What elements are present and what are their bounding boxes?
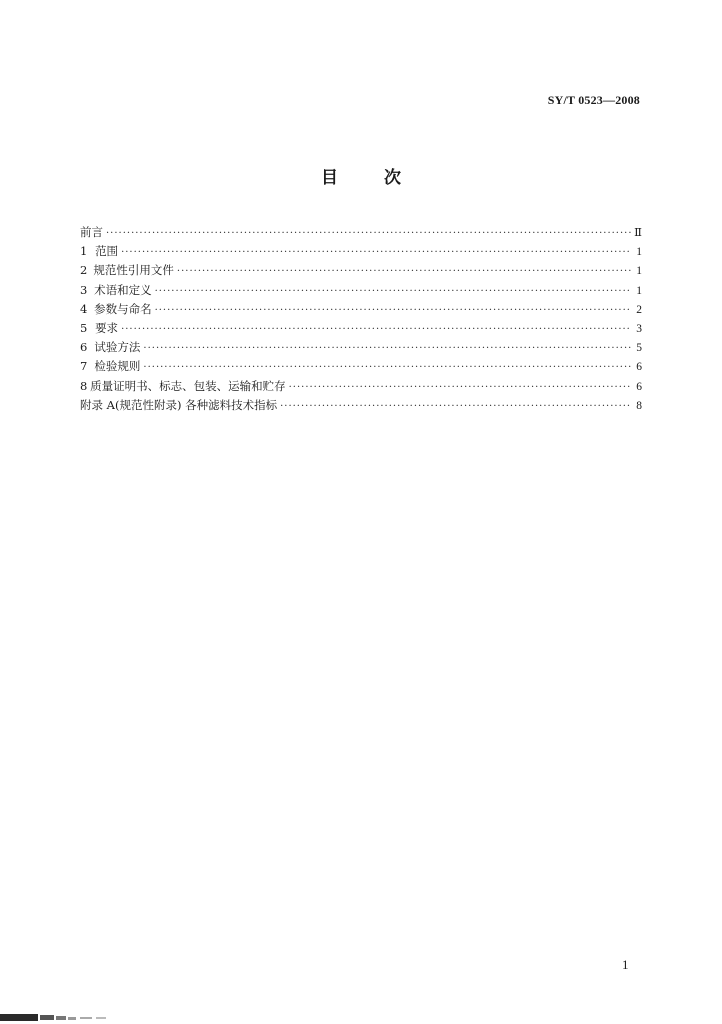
- toc-page-number: 6: [636, 380, 642, 393]
- title-part-2: 次: [384, 168, 401, 188]
- toc-section-number: 3: [80, 282, 88, 297]
- toc-page-number: Ⅱ: [634, 227, 642, 239]
- toc-page-number: 5: [636, 342, 642, 355]
- toc-item-2[interactable]: [80, 261, 642, 280]
- toc-label: 质量证明书、标志、包装、运输和贮存: [90, 378, 286, 393]
- toc-leader-dots: [177, 262, 631, 281]
- standard-code: SY/T 0523—2008: [547, 93, 640, 107]
- toc-item-8[interactable]: [80, 377, 642, 396]
- toc-leader-dots: [155, 301, 631, 320]
- toc-leader-dots: [106, 224, 631, 243]
- toc-leader-dots: [143, 339, 631, 358]
- toc-label: 术语和定义: [94, 282, 152, 297]
- toc-page-number: 8: [636, 399, 642, 412]
- toc-label: 参数与命名: [94, 301, 152, 316]
- toc-label: 规范性引用文件: [93, 263, 174, 278]
- toc-section-number: 8: [80, 378, 88, 393]
- toc-section-number: 5: [80, 320, 88, 335]
- toc-page-number: 1: [636, 284, 642, 297]
- toc-leader-dots: [280, 397, 631, 416]
- toc-item-foreword[interactable]: [80, 223, 642, 242]
- toc-item-7[interactable]: [80, 357, 642, 376]
- page-number: 1: [622, 957, 629, 972]
- toc-section-number: 1: [80, 244, 88, 259]
- toc-item-1[interactable]: [80, 242, 642, 261]
- toc-item-4[interactable]: [80, 300, 642, 319]
- toc-leader-dots: [289, 378, 631, 397]
- toc-page-number: 1: [636, 246, 642, 259]
- toc-label: 前言: [80, 225, 103, 239]
- toc-leader-dots: [143, 358, 631, 377]
- toc-label: 检验规则: [94, 359, 141, 374]
- toc-page-number: 6: [636, 361, 642, 374]
- toc-page-number: 1: [636, 265, 642, 278]
- toc-leader-dots: [155, 282, 631, 301]
- page-title: [0, 163, 722, 188]
- toc-section-number: 6: [80, 340, 88, 355]
- toc-section-number: 2: [80, 263, 88, 278]
- table-of-contents: [80, 223, 642, 415]
- toc-item-6[interactable]: [80, 338, 642, 357]
- toc-page-number: 2: [636, 303, 642, 316]
- toc-section-number: 4: [80, 301, 88, 316]
- toc-item-5[interactable]: [80, 319, 642, 338]
- toc-page-number: 3: [636, 322, 642, 335]
- toc-label: 附录 A(规范性附录) 各种滤料技术指标: [80, 397, 278, 412]
- toc-item-3[interactable]: [80, 281, 642, 300]
- title-part-1: 目: [321, 168, 338, 188]
- toc-leader-dots: [121, 243, 631, 262]
- toc-item-appendix-a[interactable]: [80, 396, 642, 415]
- toc-label: 范围: [95, 244, 119, 259]
- scan-artifact: [0, 1012, 115, 1022]
- toc-leader-dots: [121, 320, 631, 339]
- toc-section-number: 7: [80, 359, 88, 374]
- toc-label: 要求: [95, 320, 119, 335]
- toc-label: 试验方法: [94, 340, 141, 355]
